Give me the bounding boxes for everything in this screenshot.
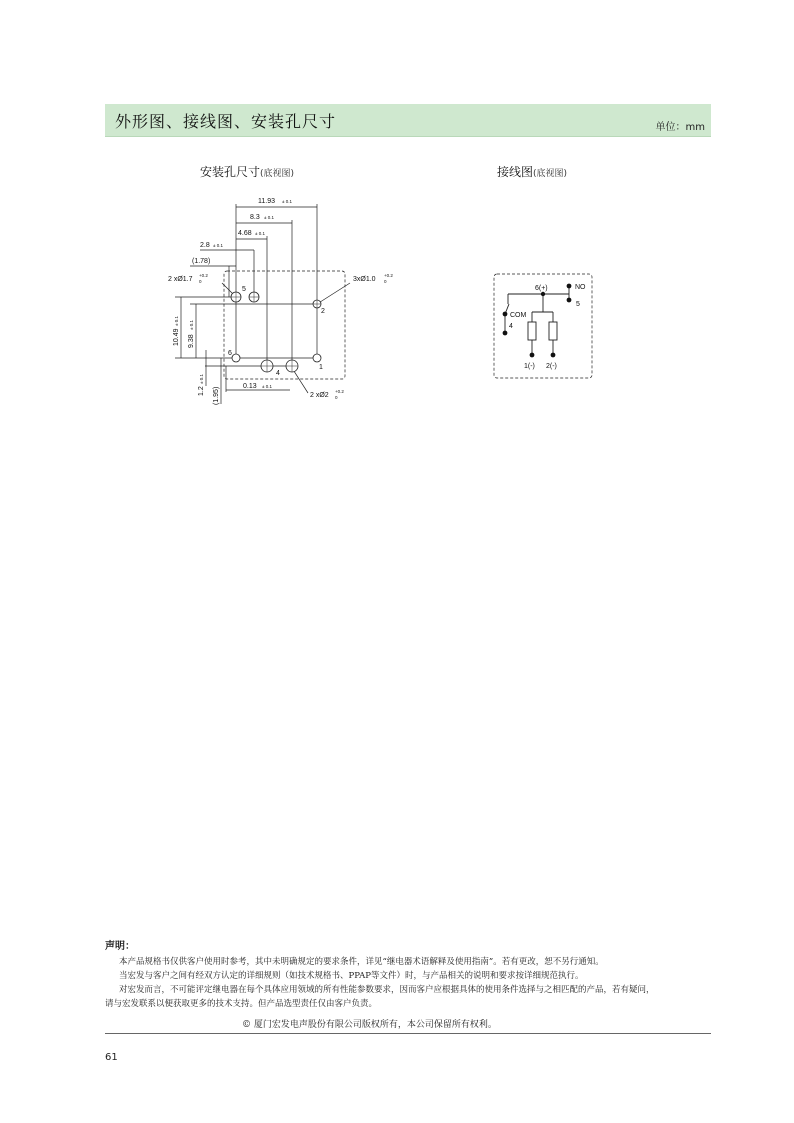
unit-label: 单位：mm xyxy=(655,122,705,133)
dim-0-13: 0.13 xyxy=(243,383,257,390)
declaration xyxy=(105,940,715,1011)
node-5 xyxy=(567,298,572,303)
node-4 xyxy=(503,331,508,336)
section-title: 外形图、接线图、安装孔尺寸 xyxy=(115,112,337,131)
hole-1 xyxy=(313,354,321,362)
mounting-hole-drawing xyxy=(160,190,420,410)
node-6 xyxy=(541,292,545,296)
mounting-subtitle: (底视图) xyxy=(260,169,295,179)
wiring-diagram xyxy=(488,268,598,384)
wiring-label-5: 5 xyxy=(576,301,580,308)
dim-8-3-tol: ± 0.1 xyxy=(264,215,274,220)
dim-hole-1-0-tol0: 0 xyxy=(384,279,387,284)
dim-1-95: (1.95) xyxy=(213,386,220,405)
declaration-heading: 声明： xyxy=(105,941,135,952)
wiring-label-com: COM xyxy=(510,312,527,319)
dim-11-93: 11.93 xyxy=(258,198,275,205)
dim-hole-1-0-tolp: +0.2 xyxy=(384,273,393,278)
wiring-label-4: 4 xyxy=(509,323,513,330)
dim-2-8-tol: ± 0.1 xyxy=(213,243,223,248)
pin-label-4: 4 xyxy=(276,370,280,377)
dim-0-13-tol: ± 0.1 xyxy=(262,384,272,389)
dim-10-49: 10.49 xyxy=(173,328,180,346)
wiring-label-6: 6(+) xyxy=(535,285,548,292)
wiring-label-no: NO xyxy=(575,284,586,291)
copyright-notice: © 厦门宏发电声股份有限公司版权所有，本公司保留所有权利。 xyxy=(242,1020,497,1030)
footer-divider xyxy=(105,1033,711,1034)
dim-hole-1-7: 2 xØ1.7 xyxy=(168,276,193,283)
dim-1-78: (1.78) xyxy=(192,258,211,265)
declaration-line-4: 请与宏发联系以便获取更多的技术支持。但产品选型责任仅由客户负责。 xyxy=(105,999,378,1009)
hole-6 xyxy=(232,354,240,362)
node-1 xyxy=(530,353,535,358)
dim-8-3: 8.3 xyxy=(250,214,260,221)
dim-hole-2-tolp: +0.2 xyxy=(335,389,344,394)
wiring-label-1: 1(-) xyxy=(524,363,535,370)
node-com xyxy=(503,312,508,317)
wiring-title xyxy=(497,163,567,180)
wiring-title-text: 接线图 xyxy=(497,165,534,179)
dim-9-38-tol: ± 0.1 xyxy=(189,320,194,330)
dim-hole-1-7-tolp: +0.2 xyxy=(199,273,208,278)
pin-label-1: 1 xyxy=(319,364,323,371)
pin-label-6: 6 xyxy=(228,350,232,357)
dim-hole-1-7-tol0: 0 xyxy=(199,279,202,284)
node-no xyxy=(567,284,572,289)
pin-label-5: 5 xyxy=(242,286,246,293)
page-number: 61 xyxy=(105,1052,118,1063)
dim-1-2: 1.2 xyxy=(198,386,205,396)
declaration-line-1: 本产品规格书仅供客户使用时参考，其中未明确规定的要求条件，详见“继电器术语解释及使用指南”。若有更改，恕不另行通知。 xyxy=(119,957,604,967)
dim-4-68-tol: ± 0.1 xyxy=(255,231,265,236)
node-2 xyxy=(551,353,556,358)
dim-10-49-tol: ± 0.1 xyxy=(174,316,179,326)
dim-hole-2: 2 xØ2 xyxy=(310,392,329,399)
mounting-title-text: 安装孔尺寸 xyxy=(200,165,261,179)
declaration-line-3: 对宏发而言，不可能评定继电器在每个具体应用领域的所有性能参数要求，因而客户应根据具体的使用条件选择与之相匹配的产品，若有疑问， xyxy=(119,985,655,995)
section-banner xyxy=(105,104,711,137)
dim-11-93-tol: ± 0.1 xyxy=(282,199,292,204)
dim-hole-2-tol0: 0 xyxy=(335,395,338,400)
dim-4-68: 4.68 xyxy=(238,230,252,237)
dim-2-8: 2.8 xyxy=(200,242,210,249)
wiring-label-2: 2(-) xyxy=(546,363,557,370)
dim-9-38: 9.38 xyxy=(188,334,195,348)
dim-1-2-tol: ± 0.1 xyxy=(199,374,204,384)
declaration-line-2: 当宏发与客户之间有经双方认定的详细规则（如技术规格书、PPAP等文件）时，与产品相关的说明和要求按详细规范执行。 xyxy=(119,971,584,981)
wiring-subtitle: (底视图) xyxy=(533,169,568,179)
dim-hole-1-0: 3xØ1.0 xyxy=(353,276,376,283)
pin-label-2: 2 xyxy=(321,308,325,315)
mounting-title xyxy=(200,163,294,180)
